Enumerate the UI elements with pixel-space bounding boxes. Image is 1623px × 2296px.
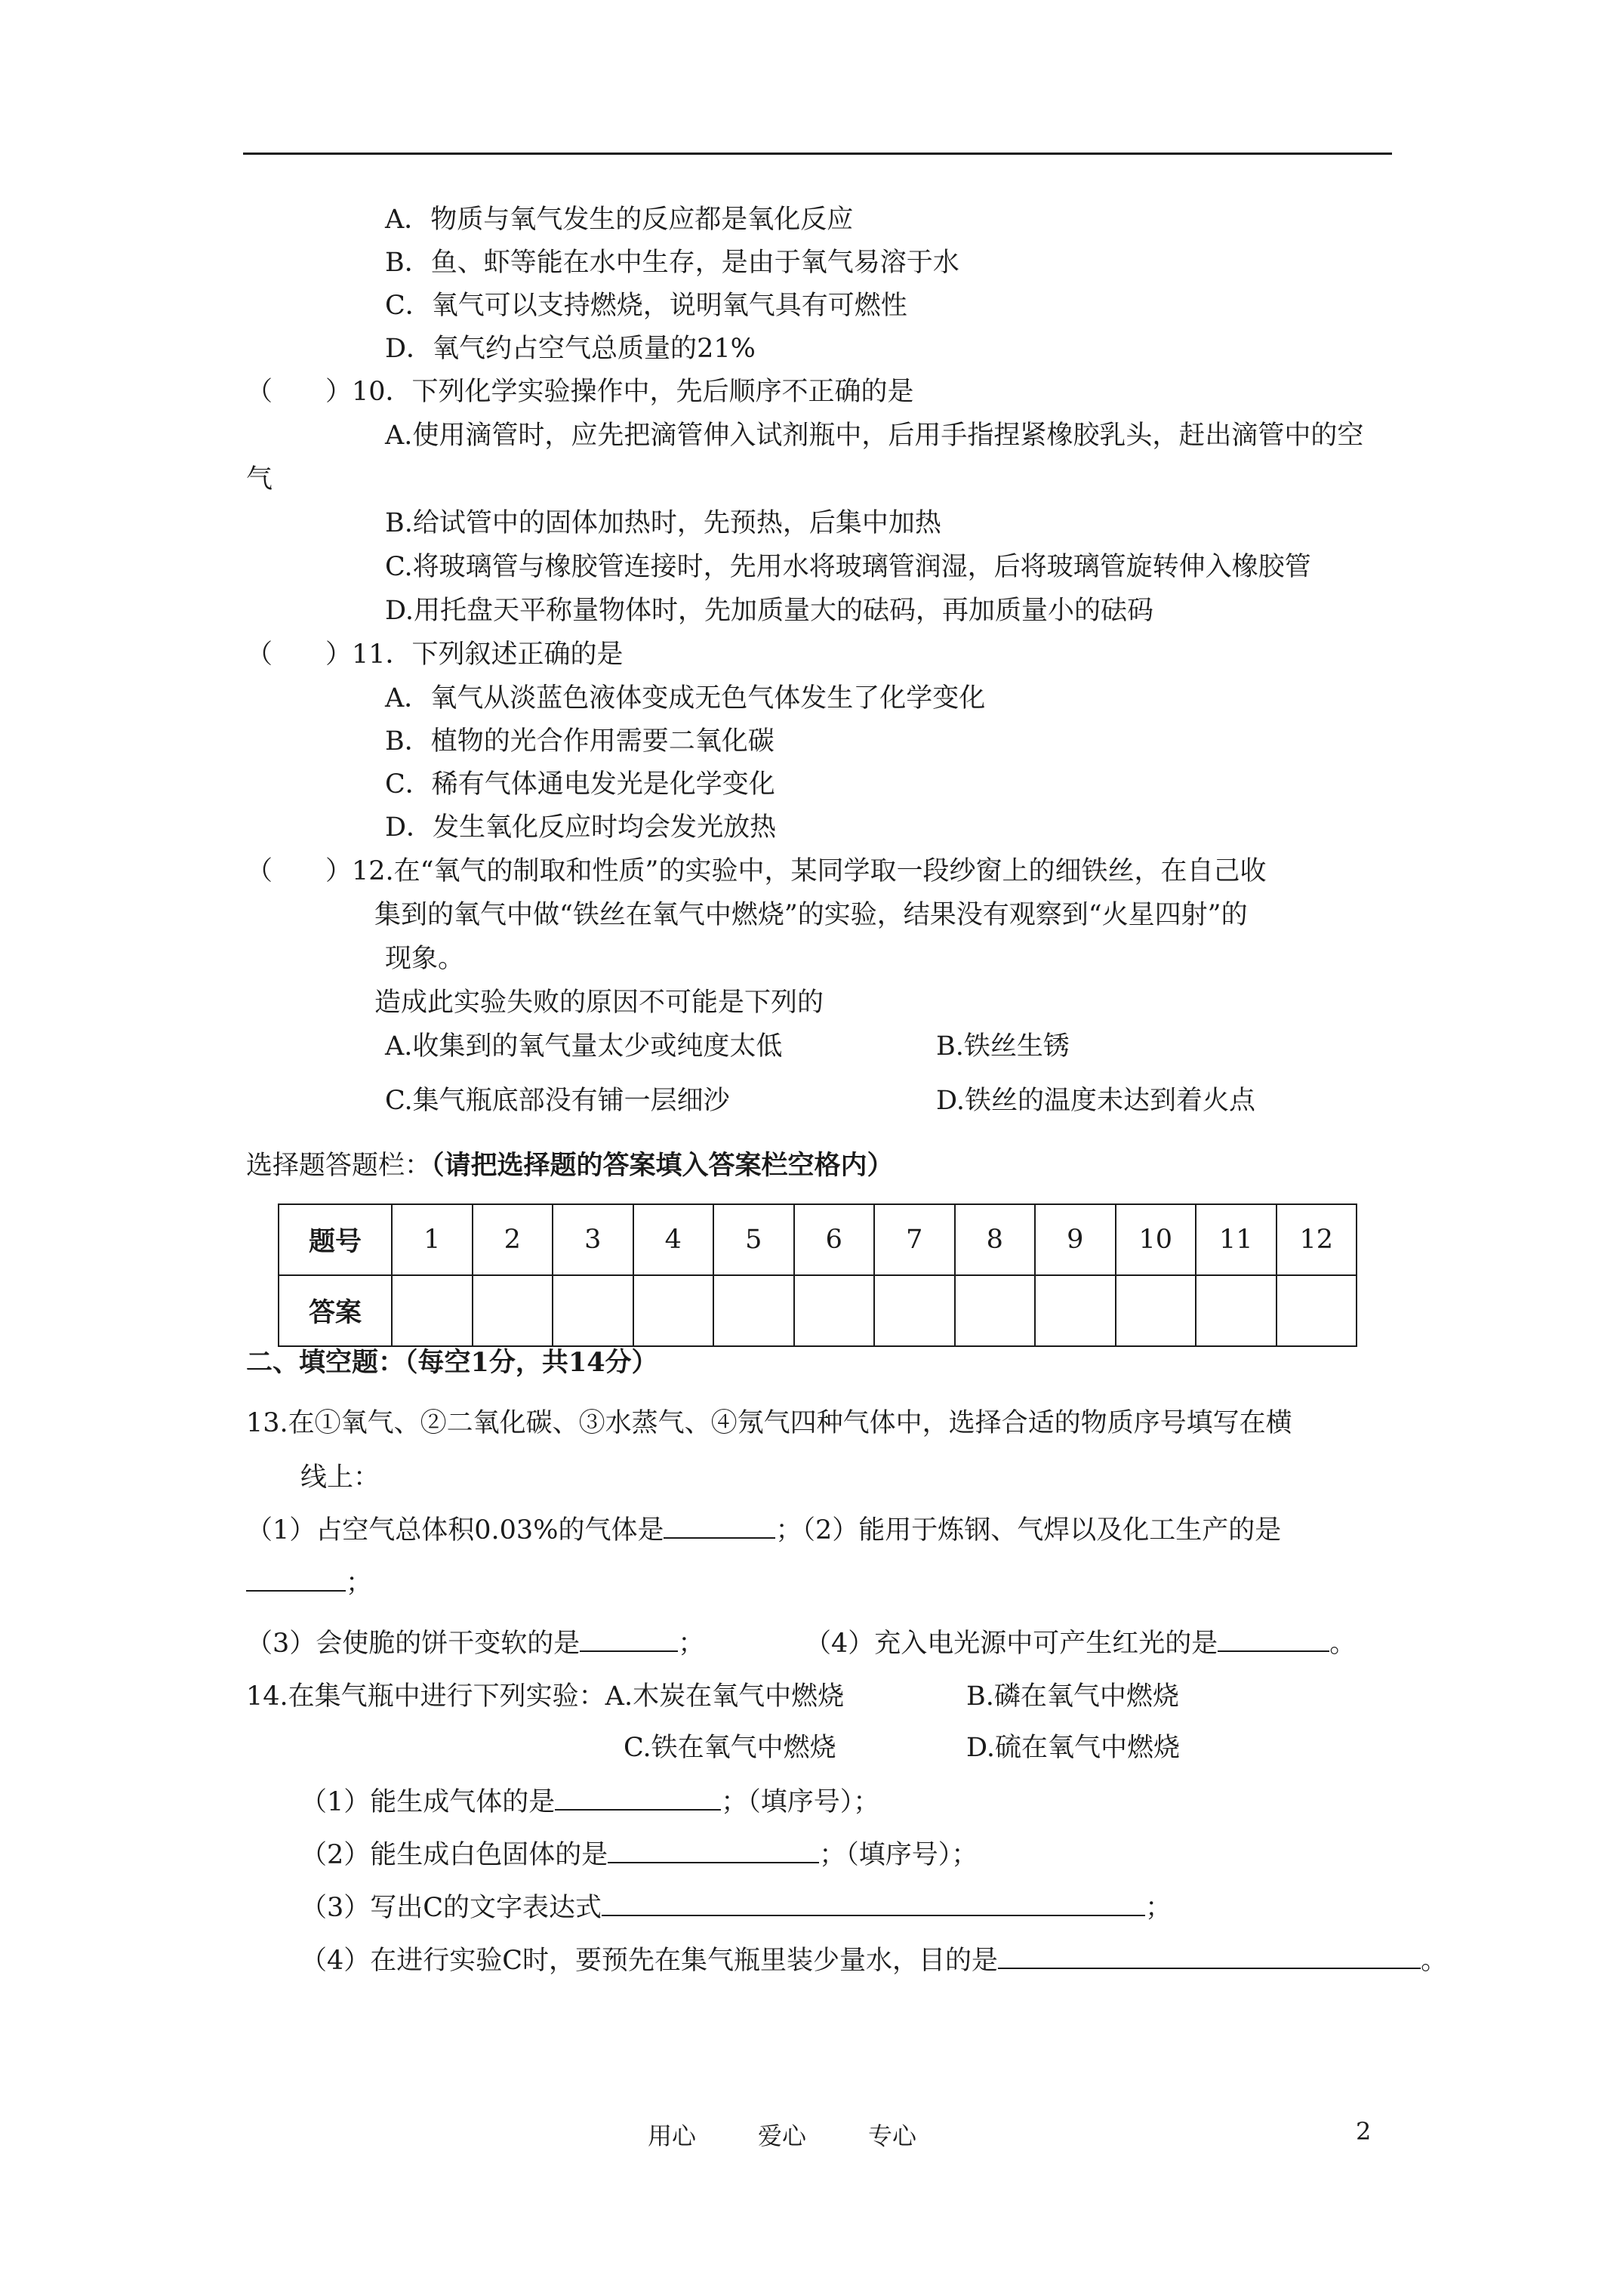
q14-sub-2-text: （2）能生成白色固体的是 (300, 1840, 608, 1870)
q14-blank-2[interactable] (608, 1839, 819, 1863)
q12-option-d: D.铁丝的温度未达到着火点 (936, 1086, 1255, 1116)
q14-stem: 14.在集气瓶中进行下列实验：A.木炭在氧气中燃烧 (246, 1681, 845, 1712)
question-number-cell: 6 (794, 1204, 875, 1275)
q11-stem: （ ）11．下列叙述正确的是 (246, 639, 624, 670)
answer-table-number-row (279, 1204, 1357, 1275)
header-rule (243, 153, 1392, 155)
q14-option-c: C.铁在氧气中燃烧 (624, 1733, 836, 1763)
q12-stem-line3: 现象。 (385, 944, 465, 974)
answer-cell[interactable] (553, 1275, 633, 1346)
q13-part-2: （2）能用于炼钢、气焊以及化工生产的是 (802, 1515, 1282, 1546)
question-number-cell: 10 (1116, 1204, 1196, 1275)
q11-option-d: D．发生氧化反应时均会发光放热 (385, 812, 777, 843)
answer-cell[interactable] (955, 1275, 1036, 1346)
q12-stem: （ ）12.在“氧气的制取和性质”的实验中，某同学取一段纱窗上的细铁丝，在自己收 (246, 856, 1267, 886)
q11-option-b: B．植物的光合作用需要二氧化碳 (385, 726, 775, 757)
q14-option-d: D.硫在氧气中燃烧 (966, 1733, 1180, 1763)
page-number: 2 (1356, 2117, 1372, 2146)
footer-word-1: 用心 (648, 2122, 697, 2150)
q14-sub-3 (300, 1892, 1172, 1924)
q12-option-b: B.铁丝生锈 (936, 1031, 1070, 1062)
q14-blank-3[interactable] (602, 1892, 1145, 1916)
footer-word-3: 专心 (868, 2122, 917, 2150)
q13-line-part-2-blank (246, 1567, 372, 1599)
question-number-cell: 9 (1035, 1204, 1116, 1275)
q13-line-part-4 (805, 1628, 1356, 1660)
question-number-header: 题号 (279, 1204, 392, 1275)
q9-option-a: A．物质与氧气发生的反应都是氧化反应 (385, 205, 854, 235)
answer-table (278, 1203, 1357, 1347)
q13-part-3: （3）会使脆的饼干变软的是 (246, 1629, 581, 1659)
q14-sub-3-end: ； (1145, 1893, 1172, 1923)
answer-cell[interactable] (473, 1275, 553, 1346)
q14-sub-2-end: ；（填序号）； (819, 1840, 978, 1870)
q12-stem-line2: 集到的氧气中做“铁丝在氧气中燃烧”的实验，结果没有观察到“火星四射”的 (374, 900, 1248, 930)
q12-stem-line4: 造成此实验失败的原因不可能是下列的 (374, 988, 824, 1018)
q13-line-parts-1-2 (246, 1515, 1281, 1546)
q13-part-2-end: ； (346, 1568, 373, 1598)
answer-cell[interactable] (1277, 1275, 1357, 1346)
answer-cell[interactable] (874, 1275, 955, 1346)
q14-sub-4-text: （4）在进行实验C时，要预先在集气瓶里装少量水，目的是 (300, 1946, 999, 1976)
question-number-cell: 4 (633, 1204, 714, 1275)
q14-option-b: B.磷在氧气中燃烧 (966, 1681, 1179, 1712)
q9-option-d: D．氧气约占空气总质量的21% (385, 334, 756, 364)
q11-option-c: C．稀有气体通电发光是化学变化 (385, 769, 775, 800)
q12-option-c: C.集气瓶底部没有铺一层细沙 (385, 1086, 730, 1116)
q11-option-a: A．氧气从淡蓝色液体变成无色气体发生了化学变化 (385, 683, 986, 713)
q10-option-d: D.用托盘天平称量物体时，先加质量大的砝码，再加质量小的砝码 (385, 596, 1153, 626)
question-number-cell: 1 (392, 1204, 473, 1275)
answer-table-caption-plain: 选择题答题栏： (246, 1151, 432, 1181)
q14-sub-4 (300, 1945, 1447, 1977)
answer-cell[interactable] (1035, 1275, 1116, 1346)
answer-table-caption (246, 1150, 894, 1182)
q13-part-1: （1）占空气总体积0.03%的气体是 (246, 1515, 664, 1546)
section-2-title: 二、填空题：（每空1分，共14分） (246, 1347, 658, 1378)
q13-blank-3[interactable] (580, 1628, 678, 1652)
question-number-cell: 11 (1196, 1204, 1277, 1275)
answer-cell[interactable] (1196, 1275, 1277, 1346)
q13-part-3-end: ； (678, 1629, 705, 1659)
q13-part-4: （4）充入电光源中可产生红光的是 (805, 1629, 1218, 1659)
q14-sub-4-end: 。 (1421, 1946, 1448, 1976)
q10-option-b: B.给试管中的固体加热时，先预热，后集中加热 (385, 508, 941, 538)
question-number-cell: 12 (1277, 1204, 1357, 1275)
answer-header: 答案 (279, 1275, 392, 1346)
question-number-cell: 8 (955, 1204, 1036, 1275)
q14-sub-1 (300, 1786, 879, 1818)
q10-stem: （ ）10．下列化学实验操作中，先后顺序不正确的是 (246, 377, 914, 407)
q10-option-a: A.使用滴管时，应先把滴管伸入试剂瓶中，后用手指捏紧橡胶乳头，赶出滴管中的空 (385, 421, 1364, 451)
q14-sub-2 (300, 1839, 978, 1871)
q14-sub-3-text: （3）写出C的文字表达式 (300, 1893, 602, 1923)
q13-blank-4[interactable] (1218, 1628, 1329, 1652)
q13-blank-1[interactable] (664, 1515, 775, 1539)
q10-option-c: C.将玻璃管与橡胶管连接时，先用水将玻璃管润湿，后将玻璃管旋转伸入橡胶管 (385, 552, 1311, 582)
q13-part-4-end: 。 (1329, 1629, 1357, 1659)
q14-blank-1[interactable] (555, 1786, 721, 1811)
q10-option-a-cont: 气 (246, 464, 273, 495)
footer-word-2: 爱心 (758, 2122, 807, 2150)
answer-table-answer-row (279, 1275, 1357, 1346)
q14-blank-4[interactable] (998, 1945, 1421, 1969)
q14-sub-1-end: ；（填序号）； (721, 1787, 880, 1817)
q13-part-1-end: ； (775, 1515, 802, 1546)
answer-cell[interactable] (392, 1275, 473, 1346)
answer-cell[interactable] (633, 1275, 714, 1346)
question-number-cell: 3 (553, 1204, 633, 1275)
question-number-cell: 2 (473, 1204, 553, 1275)
q13-stem: 13.在①氧气、②二氧化碳、③水蒸气、④氖气四种气体中，选择合适的物质序号填写在横 (246, 1408, 1292, 1438)
q9-option-c: C．氧气可以支持燃烧，说明氧气具有可燃性 (385, 291, 907, 321)
answer-cell[interactable] (1116, 1275, 1196, 1346)
question-number-cell: 7 (874, 1204, 955, 1275)
answer-cell[interactable] (794, 1275, 875, 1346)
question-number-cell: 5 (713, 1204, 794, 1275)
q13-stem-line2: 线上： (300, 1462, 380, 1493)
q13-line-part-3 (246, 1628, 704, 1660)
q9-option-b: B．鱼、虾等能在水中生存，是由于氧气易溶于水 (385, 248, 959, 278)
answer-cell[interactable] (713, 1275, 794, 1346)
q13-blank-2[interactable] (246, 1567, 346, 1592)
q14-sub-1-text: （1）能生成气体的是 (300, 1787, 556, 1817)
q12-option-a: A.收集到的氧气量太少或纯度太低 (385, 1031, 783, 1062)
answer-table-caption-bold: （请把选择题的答案填入答案栏空格内） (431, 1150, 894, 1181)
